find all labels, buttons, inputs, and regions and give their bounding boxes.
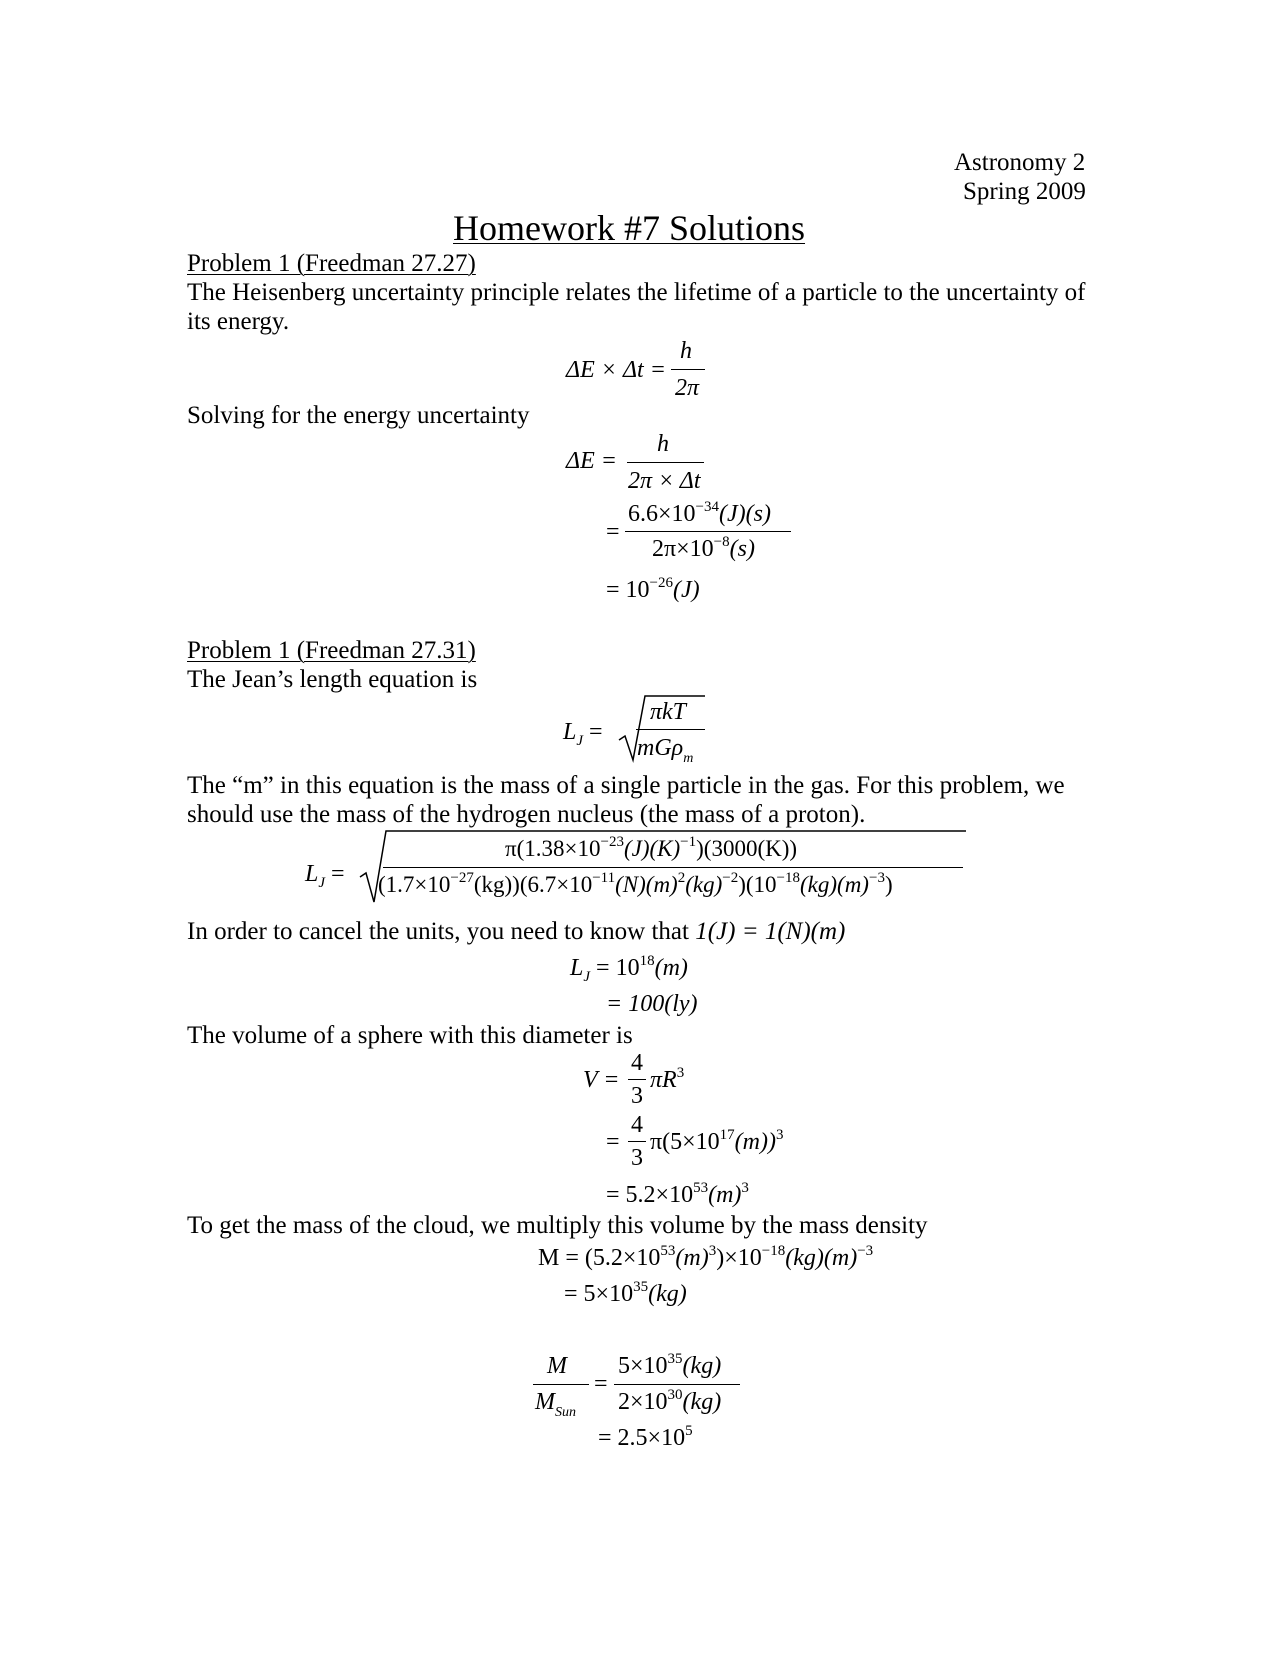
big-num-part-c: )(3000(K)) [696,836,798,861]
lj-result-exponent: 18 [639,953,655,969]
eq3-denominator [652,535,755,566]
eq4-result [606,576,700,607]
big-den-part-g: ) [884,872,893,897]
mass-part-a: M = (5.2×10 [538,1245,661,1271]
big-num-part-a: π(1.38×10 [505,836,601,861]
ratio-den-symbol: M [535,1389,555,1415]
eq4-exponent: −26 [649,575,674,591]
ratio-lhs-num: M [547,1353,567,1379]
mass-intro: To get the mass of the cloud, we multiply this volume by the mass density [187,1212,928,1239]
problem2-intro: The Jean’s length equation is [187,666,478,693]
problem1-intro-line1: The Heisenberg uncertainty principle relates the lifetime of a particle to the uncertainty of [187,279,1086,306]
mass-equation [538,1244,873,1275]
vol-frac-num: 4 [631,1050,643,1076]
eq3-fraction-bar [625,531,791,532]
eq2-numerator: h [657,431,669,457]
eq3-num-units: (J)(s) [719,501,771,527]
ratio-result-exponent: 5 [685,1423,693,1439]
jeans-den-subscript: m [683,751,694,766]
mass-part-c: )×10 [716,1245,762,1271]
big-denominator [378,872,893,901]
big-den-part-e: )(10 [738,872,777,897]
lj-result: $L_J = 10^{18}(m)$ [570,953,688,985]
big-den-exp3: 2 [677,870,686,886]
big-den-exp5: −18 [776,870,801,886]
big-den-part-b: (kg))(6.7×10 [473,872,593,897]
big-den-exp1: −27 [450,870,474,886]
mass-result [564,1280,687,1311]
eq3-den-exponent: −8 [713,534,730,550]
jeans-lhs: $L_J$ = [563,719,603,749]
ratio-lhs-bar [533,1384,589,1385]
ratio-rden-units: (kg) [682,1389,722,1415]
ratio-result [598,1424,693,1455]
ratio-lhs-den [535,1388,576,1420]
eq1-fraction-bar [671,369,705,370]
vol3-exponent2: 3 [741,1180,749,1196]
mass-exp4: −3 [857,1243,874,1259]
big-num-exp2: −1 [680,834,697,850]
vol3-mantissa: = 5.2×10 [606,1182,694,1208]
vol2-part-a: π(5×10 [650,1129,720,1155]
big-num-part-b: (J)(K) [623,836,681,861]
vol-rhs-text: πR [650,1067,677,1093]
vol2-frac-den: 3 [631,1145,643,1171]
eq4-mantissa: = 10 [606,577,650,603]
units-note-text: In order to cancel the units, you need to know that [187,918,689,945]
units-note [187,917,845,947]
big-den-part-a: (1.7×10 [378,872,451,897]
eq1-numerator: h [680,338,692,364]
vol2-rhs [650,1128,783,1159]
big-den-part-f: (kg)(m) [800,872,869,897]
eq3-den-mantissa: 2π×10 [652,536,714,562]
big-den-exp6: −3 [868,870,885,886]
big-lj-lhs: $L_J$ = [305,861,345,891]
vol3-exponent: 53 [693,1180,709,1196]
vol2-frac-num: 4 [631,1112,643,1138]
units-note-equation: 1(J) = 1(N)(m) [695,918,846,945]
jeans-lhs-symbol: L [563,719,577,745]
ratio-rnum-units: (kg) [682,1353,722,1379]
big-den-exp4: −2 [722,870,739,886]
vol2-equals: = [606,1129,620,1155]
ratio-rhs-bar [614,1384,740,1385]
jeans-den-text: mGρ [637,735,684,761]
vol-lhs: V = [583,1067,620,1093]
mass-exp3: −18 [761,1243,786,1259]
eq3-num-mantissa: 6.6×10 [628,501,696,527]
vol3-units: (m) [708,1182,742,1208]
big-den-part-c: (N)(m) [615,872,678,897]
big-den-part-d: (kg) [685,872,723,897]
eq2-denominator: 2π × Δt [628,468,701,494]
vol-rhs [650,1066,684,1097]
big-fraction-bar [383,867,963,868]
mass-part-b: (m) [675,1245,709,1271]
problem2-paragraph-line1: The “m” in this equation is the mass of a single particle in the gas. For this problem, we [187,772,1065,799]
solving-text: Solving for the energy uncertainty [187,402,530,429]
eq3-equals: = [606,519,620,545]
problem2-heading: Problem 1 (Freedman 27.31) [187,637,476,664]
big-den-exp2: −11 [592,870,616,886]
big-numerator [505,836,797,865]
eq3-num-exponent: −34 [695,499,720,515]
ratio-rnum-mantissa: 5×10 [618,1353,668,1379]
eq1-lhs: ΔE × Δt = [566,357,666,383]
vol2-fraction-bar [628,1141,646,1142]
ratio-den-subscript: Sun [555,1405,576,1420]
vol2-part-b: (m)) [734,1129,776,1155]
mass-exp2: 3 [708,1243,717,1259]
lj-result-mantissa: = 10 [596,955,640,981]
ratio-equals: = [594,1371,608,1397]
mass-result-exponent: 35 [633,1279,649,1295]
jeans-fraction-bar [636,729,705,730]
eq3-den-units: (s) [729,536,755,562]
vol2-exponent2: 3 [775,1127,784,1143]
jeans-denominator [637,734,693,766]
jeans-numerator: πkT [650,699,687,725]
problem2-paragraph-line2: should use the mass of the hydrogen nucleus (the mass of a proton). [187,801,866,828]
problem1-heading: Problem 1 (Freedman 27.27) [187,250,476,277]
ratio-rden-mantissa: 2×10 [618,1389,668,1415]
mass-part-d: (kg)(m) [785,1245,858,1271]
eq4-units: (J) [673,577,700,603]
vol-rhs-exponent: 3 [676,1065,685,1081]
eq1-denominator: 2π [675,375,700,401]
problem1-intro-line2: its energy. [187,308,290,335]
eq2-fraction-bar [627,462,704,463]
ratio-result-mantissa: = 2.5×10 [598,1425,686,1451]
vol-fraction-bar [628,1079,646,1080]
ratio-rden-exponent: 30 [667,1387,683,1403]
eq3-numerator [628,500,771,531]
vol3-result [606,1181,749,1212]
mass-exp1: 53 [660,1243,676,1259]
lj-result-lightyears: = 100(ly) [606,991,698,1017]
lj-result-units: (m) [654,955,688,981]
mass-result-units: (kg) [648,1281,687,1307]
volume-intro: The volume of a sphere with this diameter is [187,1022,633,1049]
eq2-lhs: ΔE = [566,448,617,474]
mass-result-mantissa: = 5×10 [564,1281,634,1307]
ratio-rhs-den [618,1388,721,1419]
vol2-exponent: 17 [719,1127,735,1143]
ratio-rnum-exponent: 35 [667,1351,683,1367]
course-name: Astronomy 2 [954,149,1086,176]
ratio-rhs-num [618,1352,721,1383]
big-num-exp1: −23 [600,834,624,850]
term: Spring 2009 [963,178,1086,205]
vol-frac-den: 3 [631,1083,643,1109]
jeans-lhs-subscript: J [576,733,584,749]
lj-result-subscript: J [583,969,591,985]
page-title: Homework #7 Solutions [453,208,806,248]
